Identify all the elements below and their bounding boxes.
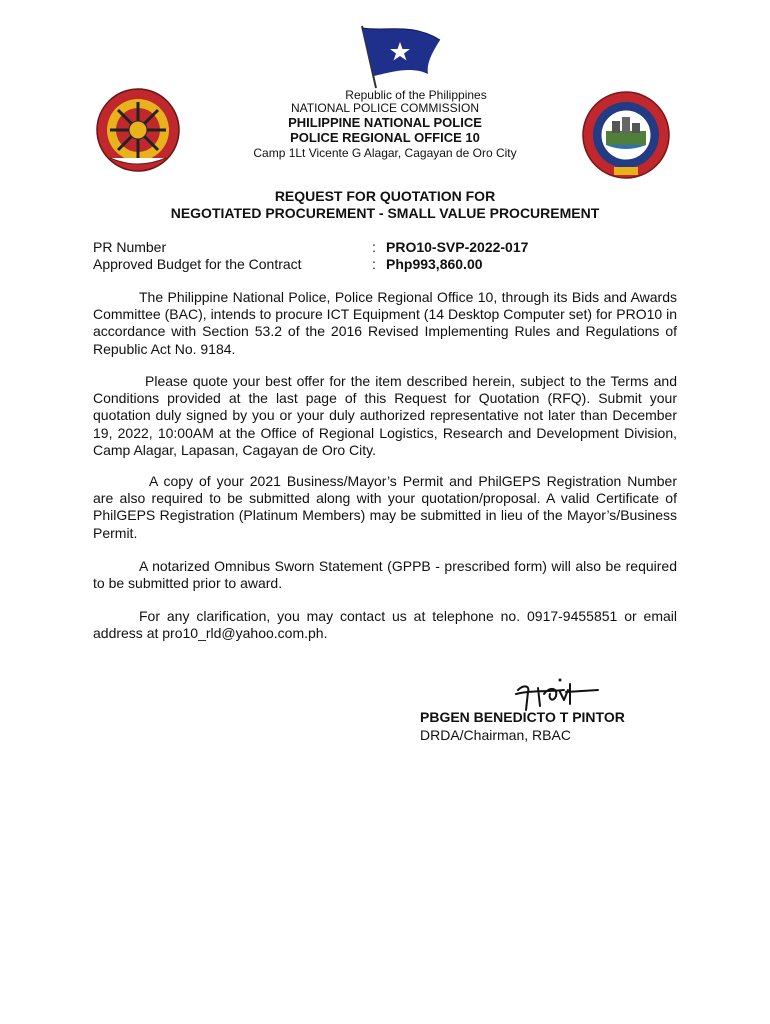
paragraph-omnibus-statement: A notarized Omnibus Sworn Statement (GPPB - prescribed form) will also be required to be submitted prior to award. xyxy=(93,558,677,592)
agency-line: PHILIPPINE NATIONAL POLICE xyxy=(288,115,482,130)
budget-label: Approved Budget for the Contract xyxy=(93,256,302,272)
republic-line: Republic of the Philippines xyxy=(345,88,487,102)
budget-value: Php993,860.00 xyxy=(386,256,483,272)
signatory-position: DRDA/Chairman, RBAC xyxy=(420,727,571,743)
budget-separator: : xyxy=(372,256,376,272)
signatory-name: PBGEN BENEDICTO T PINTOR xyxy=(420,709,625,725)
paragraph-contact-info: For any clarification, you may contact us at telephone no. 0917-9455851 or email address at pro10_rld@yahoo.com.ph. xyxy=(93,608,677,642)
pnp-seal-icon xyxy=(96,88,180,172)
pr-number-label: PR Number xyxy=(93,239,167,255)
pro10-seal-icon xyxy=(582,91,670,179)
pr-number-value: PRO10-SVP-2022-017 xyxy=(386,239,529,255)
commission-line: NATIONAL POLICE COMMISSION xyxy=(290,101,480,115)
police-flag-icon xyxy=(356,22,444,90)
paragraph-quotation-instructions: Please quote your best offer for the item described herein, subject to the Terms and Conditions provided at the last page of this Request for Quotation (RFQ). Submit your quotation duly signed by you or your duly authorized representative not later than December 19, 2022, 10:00AM at the Office of Regional Logistics, Research and Development Division, Camp Alagar, Lapasan, Cagayan de Oro City. xyxy=(93,373,677,458)
office-line: POLICE REGIONAL OFFICE 10 xyxy=(290,130,480,145)
document-title-line-1: REQUEST FOR QUOTATION FOR xyxy=(274,188,496,204)
pr-number-separator: : xyxy=(372,239,376,255)
paragraph-permit-requirements: A copy of your 2021 Business/Mayor’s Permit and PhilGEPS Registration Number are also required to be submitted along with your quotation/proposal. A valid Certificate of PhilGEPS Registration (Platinum Members) may be submitted in lieu of the Mayor’s/Business Permit. xyxy=(93,473,677,541)
paragraph-procurement-intent: The Philippine National Police, Police Regional Office 10, through its Bids and Awards Committee (BAC), intends to procure ICT Equipment (14 Desktop Computer set) for PRO10 in accordance with Section 53.2 of the 2016 Revised Implementing Rules and Regulations of Republic Act No. 9184. xyxy=(93,289,677,357)
address-line: Camp 1Lt Vicente G Alagar, Cagayan de Oro City xyxy=(253,146,517,160)
document-title-line-2: NEGOTIATED PROCUREMENT - SMALL VALUE PROCUREMENT xyxy=(170,205,600,221)
